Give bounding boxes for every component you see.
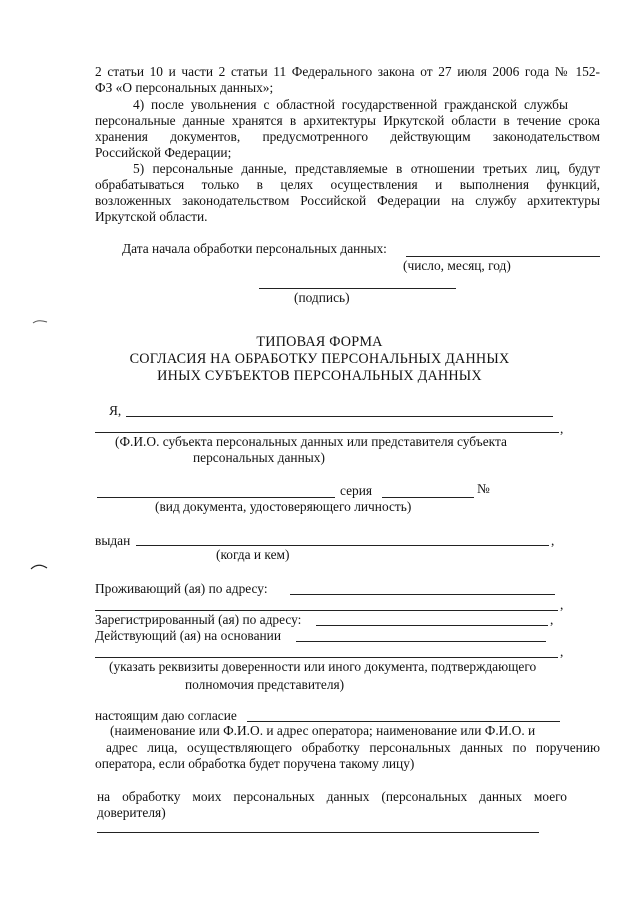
processing-field[interactable] [97,832,539,833]
paragraph-line: ФЗ «О персональных данных»; [95,80,274,95]
operator-hint: (наименование или Ф.И.О. и адрес оператора; наименование или Ф.И.О. и [110,723,536,738]
operator-hint: оператора, если обработка будет поручена такому лицу) [95,756,415,771]
representative-hint: (указать реквизиты доверенности или иного документа, подтверждающего [109,659,537,674]
registered-address-label: Зарегистрированный (ая) по адресу: [95,612,302,627]
comma: , [551,533,555,548]
date-start-field[interactable] [406,256,600,257]
paragraph-line: Российской Федерации; [95,145,232,160]
paragraph-line: обрабатываться только в целях осуществления и выполнения функций, [95,177,600,192]
paragraph-line: 5) персональные данные, представляемые в отношении третьих лиц, будут [133,161,600,176]
paragraph-line: 4) после увольнения с областной государственной гражданской службы [133,97,568,112]
paragraph-line: персональные данные хранятся в архитектуры Иркутской области в течение срока [95,113,600,128]
living-address-field-2[interactable] [95,610,558,611]
paragraph-line: 2 статьи 10 и части 2 статьи 11 Федерального закона от 27 июля 2006 года № 152- [95,64,600,79]
comma: , [560,421,564,436]
document-hint: (вид документа, удостоверяющего личность) [155,499,412,514]
paragraph-line: хранения документов, предусмотренного действующим законодательством [95,129,600,144]
issued-label: выдан [95,533,131,548]
processing-text: доверителя) [97,805,166,820]
date-start-label: Дата начала обработки персональных данных: [122,241,387,256]
comma: , [560,597,564,612]
document-type-field[interactable] [97,497,335,498]
registered-address-field[interactable] [316,625,548,626]
acting-basis-field-1[interactable] [296,641,546,642]
acting-basis-field-2[interactable] [95,657,558,658]
comma: , [550,612,554,627]
living-address-field-1[interactable] [290,594,555,595]
operator-field[interactable] [247,721,560,722]
scan-mark-icon [30,562,48,572]
form-title-line: ИНЫХ СУБЪЕКТОВ ПЕРСОНАЛЬНЫХ ДАННЫХ [157,368,482,384]
series-field[interactable] [382,497,474,498]
acting-basis-label: Действующий (ая) на основании [95,628,282,643]
signature-hint: (подпись) [294,290,350,305]
date-start-hint: (число, месяц, год) [403,258,511,273]
scan-mark-icon [32,318,48,326]
comma: , [560,644,564,659]
operator-hint: адрес лица, осуществляющего обработку персональных данных по поручению [106,740,600,755]
signature-field[interactable] [259,288,456,289]
number-label: № [477,481,490,496]
issued-hint: (когда и кем) [216,547,290,562]
paragraph-line: возложенных законодательством Российской Федерации на службу архитектуры [95,193,600,208]
paragraph-line: Иркутской области. [95,209,208,224]
fio-hint: (Ф.И.О. субъекта персональных данных или представителя субъекта [115,434,507,449]
living-address-label: Проживающий (ая) по адресу: [95,581,268,596]
issued-field[interactable] [136,545,549,546]
form-title-line: СОГЛАСИЯ НА ОБРАБОТКУ ПЕРСОНАЛЬНЫХ ДАННЫХ [129,351,510,367]
series-label: серия [340,483,373,498]
representative-hint: полномочия представителя) [185,677,345,692]
fio-field-line-1[interactable] [126,416,553,417]
fio-hint: персональных данных) [193,450,325,465]
consent-label: настоящим даю согласие [95,708,237,723]
fio-field-line-2[interactable] [95,432,559,433]
form-title-line: ТИПОВАЯ ФОРМА [256,334,383,350]
i-label: Я, [109,403,122,418]
processing-text: на обработку моих персональных данных (персональных данных моего [97,789,567,804]
